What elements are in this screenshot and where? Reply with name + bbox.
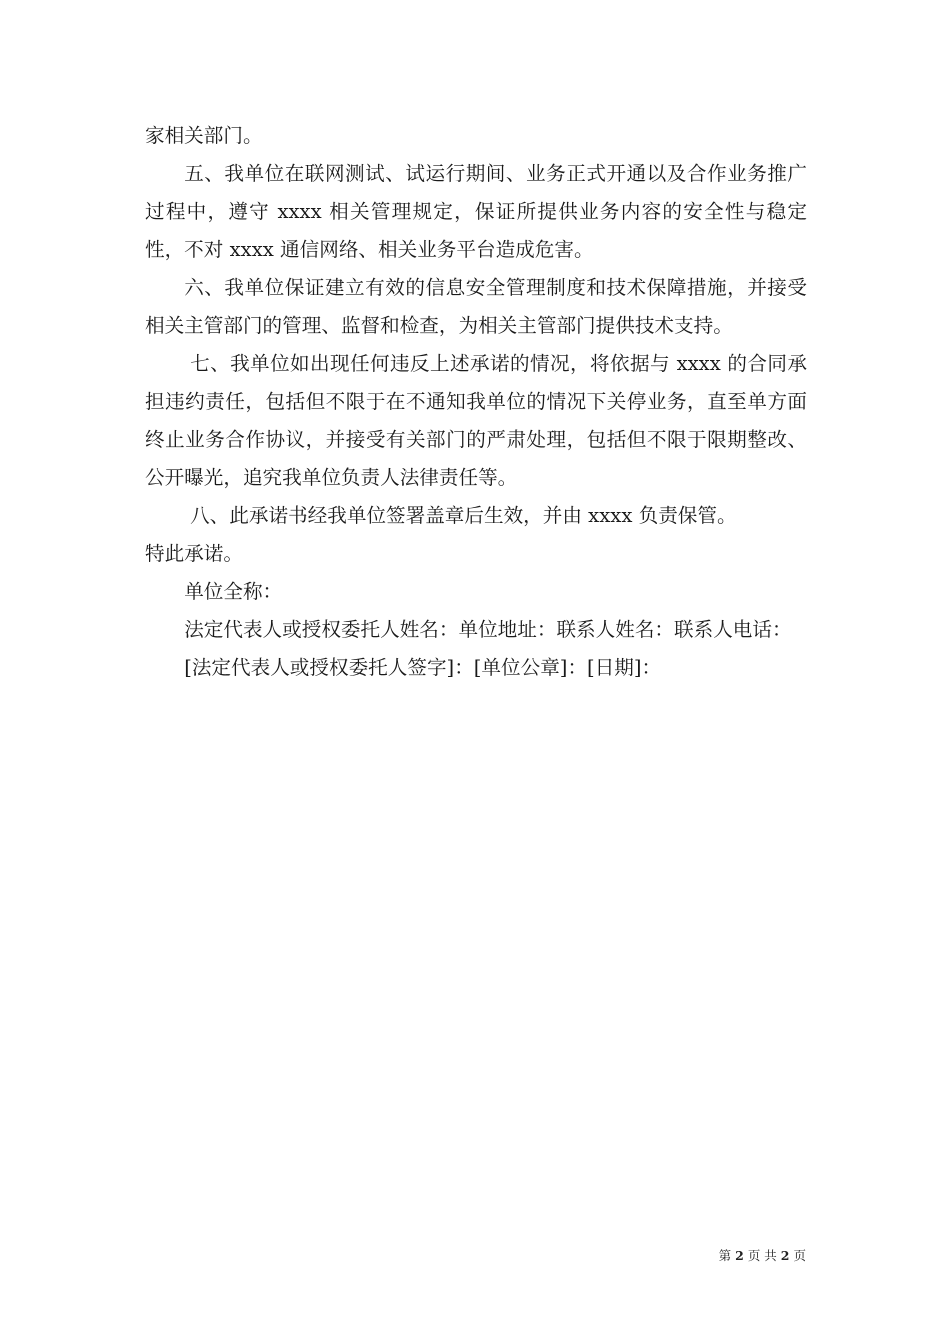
- paragraph-clause-8: 八、此承诺书经我单位签署盖章后生效，并由 xxxx 负责保管。: [190, 504, 737, 527]
- page-number-footer: [0, 1248, 806, 1264]
- paragraph-clause-6: 六、我单位保证建立有效的信息安全管理制度和技术保障措施，并接受相关主管部门的管理、监督和检查，为相关主管部门提供技术支持。: [145, 276, 807, 337]
- paragraph-clause-5: 五、我单位在联网测试、试运行期间、业务正式开通以及合作业务推广过程中，遵守 xxxx 相关管理规定，保证所提供业务内容的安全性与稳定性，不对 xxxx 通信网络、相关业务平台造成危害。: [145, 162, 807, 261]
- field-signature-line: [法定代表人或授权委托人签字]：[单位公章]：[日期]：: [184, 656, 662, 679]
- footer-total-pages: 2: [780, 1248, 790, 1263]
- footer-prefix: 第: [718, 1248, 732, 1263]
- footer-current-page: 2: [735, 1248, 744, 1263]
- field-unit-name: 单位全称：: [184, 580, 283, 603]
- document-body: [145, 117, 807, 687]
- footer-suffix: 页: [793, 1248, 806, 1263]
- footer-middle: 页 共: [747, 1248, 777, 1263]
- paragraph-continuation: 家相关部门。: [145, 124, 263, 147]
- paragraph-closing: 特此承诺。: [145, 542, 243, 565]
- paragraph-clause-7: 七、我单位如出现任何违反上述承诺的情况，将依据与 xxxx 的合同承担违约责任，包括但不限于在不通知我单位的情况下关停业务，直至单方面终止业务合作协议，并接受有关部门的严肃处理，包括但不限于限期整改、公开曝光，追究我单位负责人法律责任等。: [145, 352, 807, 489]
- field-contact-info: 法定代表人或授权委托人姓名：单位地址：联系人姓名：联系人电话：: [184, 618, 792, 641]
